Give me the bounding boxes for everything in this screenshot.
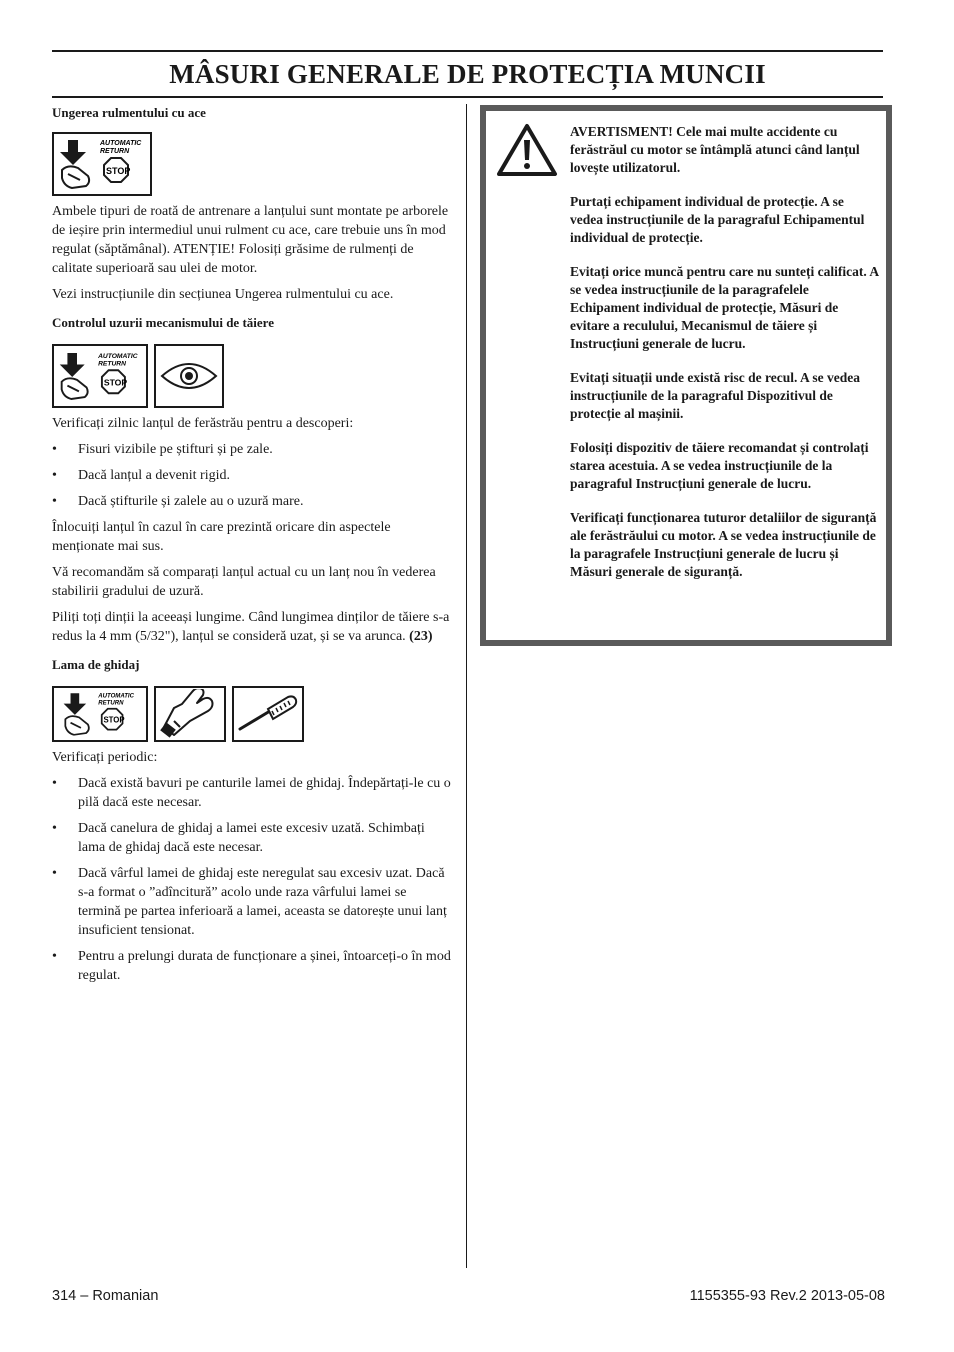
page-title: MÂSURI GENERALE DE PROTECȚIA MUNCII xyxy=(169,58,766,89)
section-heading-wear-control: Controlul uzurii mecanismului de tăiere xyxy=(52,315,274,330)
paragraph-text: Piliți toți dinții la aceeași lungime. Când lungimea dinților de tăiere s-a redus la 4 mm (5/32"), lanțul se consideră uzat, și se va arunca. xyxy=(52,610,450,644)
warning-paragraph: Evitați situații unde există risc de recul. A se vedea instrucțiunile de la paragraful Dispozitivul de protecție al mașinii. xyxy=(570,370,860,421)
icon-row-1 xyxy=(52,132,452,196)
automatic-return-stop-icon xyxy=(52,344,148,408)
return-label: RETURN xyxy=(98,700,124,707)
paragraph: Vă recomandăm să comparați lanțul actual cu un lanț nou în vederea stabilirii gradului de uzură. xyxy=(52,565,436,599)
warning-paragraph: Folosiți dispozitiv de tăiere recomandat și controlați starea acestuia. A se vedea instrucțiunile de la paragraful Instrucțiuni generale de lucru. xyxy=(570,440,869,491)
document-reference: 1155355-93 Rev.2 2013-05-08 xyxy=(689,1288,885,1304)
page-header xyxy=(52,50,883,98)
wear-checklist xyxy=(52,440,452,511)
list-item: • Dacă canelura de ghidaj a lamei este excesiv uzată. Schimbați lama de ghidaj dacă este necesar. xyxy=(52,819,452,857)
glove-icon xyxy=(154,686,226,742)
eye-icon xyxy=(154,344,224,408)
automatic-label: AUTOMATIC xyxy=(98,352,138,360)
warning-triangle-icon xyxy=(496,123,558,182)
return-label: RETURN xyxy=(98,360,126,368)
figure-reference: (23) xyxy=(409,629,433,644)
list-item: • Fisuri vizibile pe știfturi și pe zale. xyxy=(52,440,452,459)
warning-text xyxy=(570,123,880,597)
guide-bar-checklist xyxy=(52,774,452,985)
stop-label: STOP xyxy=(103,715,125,725)
page-footer xyxy=(52,1288,885,1304)
automatic-label: AUTOMATIC xyxy=(98,693,134,700)
list-item: • Dacă vârful lamei de ghidaj este neregulat sau excesiv uzat. Dacă s-a format o ”adîncitură” acolo unde raza vârfului lamei se termină pe partea inferioară a lamei, aceasta se datorește unui lanț insuficient tensionat. xyxy=(52,864,452,940)
automatic-label: AUTOMATIC xyxy=(100,140,142,147)
paragraph: Vezi instrucțiunile din secțiunea Ungerea rulmentului cu ace. xyxy=(52,287,394,302)
section-heading-guide-bar: Lama de ghidaj xyxy=(52,657,140,672)
icon-row-2 xyxy=(52,344,452,408)
automatic-return-stop-icon xyxy=(52,686,148,742)
list-item: • Dacă lanțul a devenit rigid. xyxy=(52,466,452,485)
warning-box xyxy=(480,105,892,646)
paragraph xyxy=(52,608,452,646)
warning-paragraph: Evitați orice muncă pentru care nu sunteți calificat. A se vedea instrucțiunile de la paragrafelele Echipament individual de protecție, Măsuri de evitare a reculului, Mecanismul de tăiere și Instrucțiuni generale de lucru. xyxy=(570,264,879,351)
return-label: RETURN xyxy=(100,148,130,155)
icon-row-3 xyxy=(52,686,452,742)
list-item: • Dacă știfturile și zalele au o uzură mare. xyxy=(52,492,452,511)
file-brush-icon xyxy=(232,686,304,742)
stop-label: STOP xyxy=(103,377,128,388)
paragraph: Ambele tipuri de roată de antrenare a lanțului sunt montate pe arborele de ieșire prin intermediul unui rulment cu ace, care trebuie uns în mod regulat (săptămânal). ATENȚIE! Folosiți grăsime de rulmenți de calitate superioară sau ulei de motor. xyxy=(52,204,449,276)
column-divider xyxy=(466,104,467,1268)
page-number: 314 – Romanian xyxy=(52,1288,159,1304)
paragraph: Verificați periodic: xyxy=(52,750,158,765)
left-column xyxy=(52,104,452,992)
section-heading-needle-bearing: Ungerea rulmentului cu ace xyxy=(52,105,206,120)
warning-panel xyxy=(486,111,886,640)
list-item: • Dacă există bavuri pe canturile lamei de ghidaj. Îndepărtați-le cu o pilă dacă este necesar. xyxy=(52,774,452,812)
warning-paragraph: AVERTISMENT! Cele mai multe accidente cu ferăstrăul cu motor se întâmplă atunci când lanțul lovește utilizatorul. xyxy=(570,124,860,175)
list-item: • Pentru a prelungi durata de funcționare a șinei, întoarceți-o în mod regulat. xyxy=(52,947,452,985)
paragraph: Verificați zilnic lanțul de ferăstrău pentru a descoperi: xyxy=(52,416,354,431)
stop-label: STOP xyxy=(106,166,131,176)
paragraph: Înlocuiți lanțul în cazul în care prezintă oricare din aspectele menționate mai sus. xyxy=(52,520,391,554)
warning-paragraph: Verificați funcționarea tuturor detaliilor de siguranță ale ferăstrăului cu motor. A se vedea instrucțiunile de la paragrafele Instrucțiuni generale de lucru și Măsuri generale de siguranță. xyxy=(570,510,877,579)
warning-paragraph: Purtați echipament individual de protecție. A se vedea instrucțiunile de la paragraful Echipamentul individual de protecție. xyxy=(570,194,865,245)
automatic-return-stop-icon xyxy=(52,132,152,196)
